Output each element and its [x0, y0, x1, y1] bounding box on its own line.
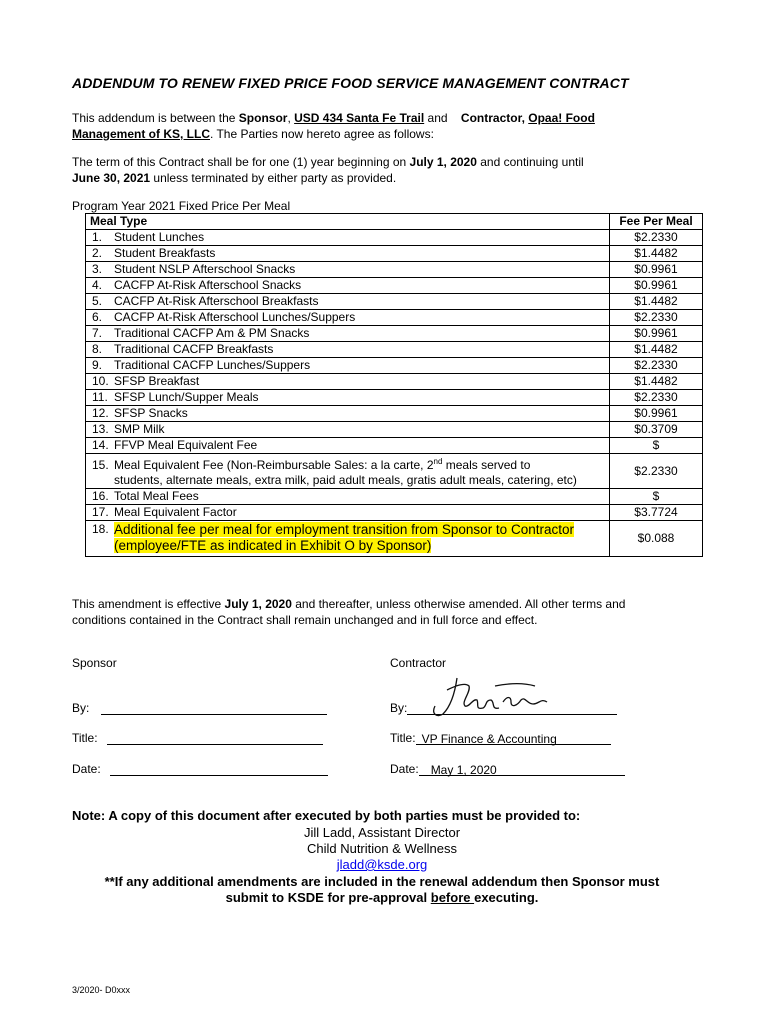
fee-table-body — [86, 230, 703, 454]
fee-cell: $1.4482 — [610, 342, 703, 358]
title-label: Title: — [390, 731, 416, 745]
amendment-text: This amendment is effective — [72, 597, 225, 611]
fee-cell: $2.2330 — [610, 310, 703, 326]
meal-cell — [86, 342, 610, 358]
meal-text: Traditional CACFP Am & PM Snacks — [114, 326, 310, 340]
fee-cell: $2.2330 — [610, 358, 703, 374]
fee-cell: $0.9961 — [610, 406, 703, 422]
meal-cell — [86, 454, 610, 489]
fee-cell: $0.9961 — [610, 278, 703, 294]
fee-cell: $0.3709 — [610, 422, 703, 438]
amendment-paragraph — [72, 596, 712, 628]
meal-cell — [86, 326, 610, 342]
table-row — [86, 278, 703, 294]
fee-cell: $0.9961 — [610, 326, 703, 342]
table-row — [86, 310, 703, 326]
row-number: 17. — [92, 505, 109, 519]
table-row — [86, 521, 703, 557]
highlighted-text: (employee/FTE as indicated in Exhibit O by Sponsor) — [114, 538, 432, 553]
contractor-title-line — [416, 732, 611, 745]
meal-text: students, alternate meals, extra milk, paid adult meals, gratis adult meals, catering, etc) — [114, 473, 577, 487]
meal-cell — [86, 422, 610, 438]
highlighted-text: Additional fee per meal for employment transition from Sponsor to Contractor — [114, 522, 574, 537]
meal-cell — [86, 521, 610, 557]
meal-cell — [86, 262, 610, 278]
table-row — [86, 358, 703, 374]
warning-before: before — [430, 890, 475, 905]
table-row — [86, 422, 703, 438]
meal-cell — [86, 358, 610, 374]
meal-text: Student Lunches — [114, 230, 205, 244]
fee-cell: $0.9961 — [610, 262, 703, 278]
meal-cell — [86, 406, 610, 422]
warning-text-end: executing. — [474, 890, 539, 905]
meal-type-header: Meal Type — [86, 214, 610, 230]
table-row — [86, 438, 703, 454]
fee-cell: $0.088 — [610, 521, 703, 557]
intro-paragraph — [72, 110, 702, 142]
sponsor-signature-line[interactable] — [101, 702, 327, 715]
contractor-name-part2: Management of KS, LLC — [72, 127, 211, 141]
meal-cell — [86, 246, 610, 262]
row-number: 18. — [92, 522, 109, 536]
table-row — [86, 406, 703, 422]
term-paragraph — [72, 154, 702, 186]
fee-cell: $3.7724 — [610, 505, 703, 521]
meal-text: Traditional CACFP Lunches/Suppers — [114, 358, 311, 372]
meal-text: CACFP At-Risk Afterschool Lunches/Suppers — [114, 310, 356, 324]
table-row — [86, 374, 703, 390]
fee-cell: $2.2330 — [610, 454, 703, 489]
amendment-text-3: conditions contained in the Contract shall remain unchanged and in full force and effect. — [72, 613, 538, 627]
title-label: Title: — [72, 731, 98, 745]
row-number: 16. — [92, 489, 109, 503]
note-heading: Note: A copy of this document after executed by both parties must be provided to: — [72, 808, 581, 823]
meal-text: Meal Equivalent Fee (Non-Reimbursable Sales: a la carte, 2 — [114, 458, 434, 472]
amendment-text-2: and thereafter, unless otherwise amended. All other terms and — [291, 597, 626, 611]
intro-text: This addendum is between the — [72, 111, 239, 125]
sponsor-by-row — [72, 701, 327, 715]
meal-cell — [86, 438, 610, 454]
term-end-date: June 30, 2021 — [72, 171, 151, 185]
row-number: 8. — [92, 342, 103, 356]
meal-text: CACFP At-Risk Afterschool Snacks — [114, 278, 302, 292]
row-number: 1. — [92, 230, 103, 244]
contractor-name-part1: Opaa! Food — [528, 111, 595, 125]
sponsor-name: USD 434 Santa Fe Trail — [294, 111, 425, 125]
term-text-3: unless terminated by either party as provided. — [150, 171, 397, 185]
contact-email-row — [72, 857, 692, 872]
intro-mid: and — [424, 111, 451, 125]
sponsor-date-row — [72, 762, 328, 776]
row-number: 6. — [92, 310, 103, 324]
superscript: nd — [433, 457, 443, 466]
meal-cell — [86, 505, 610, 521]
meal-cell — [86, 390, 610, 406]
meal-cell — [86, 489, 610, 505]
date-label: Date: — [390, 762, 419, 776]
table-row — [86, 505, 703, 521]
meal-text: Meal Equivalent Factor — [114, 505, 237, 519]
meal-text: SMP Milk — [114, 422, 165, 436]
by-label: By: — [72, 701, 90, 715]
sponsor-heading: Sponsor — [72, 656, 117, 670]
fee-per-meal-header: Fee Per Meal — [610, 214, 703, 230]
contractor-date-value: May 1, 2020 — [430, 763, 497, 777]
meal-cell — [86, 294, 610, 310]
term-start-date: July 1, 2020 — [409, 155, 477, 169]
contractor-heading: Contractor — [390, 656, 447, 670]
fee-table — [85, 213, 703, 557]
sponsor-label: Sponsor — [238, 111, 288, 125]
contractor-signature-image — [425, 672, 555, 720]
fee-cell: $1.4482 — [610, 294, 703, 310]
contact-department: Child Nutrition & Wellness — [306, 841, 458, 856]
term-text-2: and continuing until — [476, 155, 584, 169]
table-row — [86, 262, 703, 278]
program-year-label: Program Year 2021 Fixed Price Per Meal — [72, 199, 291, 213]
table-row — [86, 454, 703, 489]
meal-cell — [86, 278, 610, 294]
contractor-label: Contractor, — [460, 111, 529, 125]
contractor-title-value: VP Finance & Accounting — [421, 732, 557, 746]
sponsor-title-line[interactable] — [107, 732, 323, 745]
table-row — [86, 294, 703, 310]
fee-table-tail — [86, 454, 703, 557]
meal-text: meals served to — [442, 458, 531, 472]
meal-cell — [86, 310, 610, 326]
term-text: The term of this Contract shall be for one (1) year beginning on — [72, 155, 410, 169]
meal-text: CACFP At-Risk Afterschool Breakfasts — [114, 294, 319, 308]
warning-line-1: **If any additional amendments are included in the renewal addendum then Sponsor must — [104, 874, 660, 889]
contractor-title-row — [390, 731, 611, 745]
warning-line-2 — [72, 890, 692, 905]
meal-text: Student NSLP Afterschool Snacks — [114, 262, 296, 276]
table-row — [86, 246, 703, 262]
fee-cell: $ — [610, 489, 703, 505]
meal-text: SFSP Breakfast — [114, 374, 200, 388]
intro-tail: . The Parties now hereto agree as follows: — [210, 127, 434, 141]
meal-text: SFSP Lunch/Supper Meals — [114, 390, 259, 404]
meal-text: SFSP Snacks — [114, 406, 188, 420]
row-number: 2. — [92, 246, 103, 260]
fee-cell: $ — [610, 438, 703, 454]
footer-code: 3/2020- D0xxx — [72, 985, 131, 995]
contractor-date-row — [390, 762, 625, 776]
fee-cell: $2.2330 — [610, 390, 703, 406]
fee-cell: $2.2330 — [610, 230, 703, 246]
meal-text: Traditional CACFP Breakfasts — [114, 342, 274, 356]
table-row — [86, 390, 703, 406]
date-label: Date: — [72, 762, 101, 776]
meal-cell — [86, 374, 610, 390]
intro-sep: , — [287, 111, 295, 125]
sponsor-date-line[interactable] — [110, 763, 328, 776]
meal-text: Student Breakfasts — [114, 246, 216, 260]
table-row — [86, 342, 703, 358]
sponsor-title-row — [72, 731, 323, 745]
fee-cell: $1.4482 — [610, 374, 703, 390]
meal-cell — [86, 230, 610, 246]
row-number: 10. — [92, 374, 109, 388]
meal-text: FFVP Meal Equivalent Fee — [114, 438, 258, 452]
contractor-date-line — [419, 763, 625, 776]
row-number: 15. — [92, 458, 109, 472]
meal-text: Total Meal Fees — [114, 489, 199, 503]
row-number: 3. — [92, 262, 103, 276]
warning-text: submit to KSDE for pre-approval — [225, 890, 431, 905]
document-title: ADDENDUM TO RENEW FIXED PRICE FOOD SERVICE MANAGEMENT CONTRACT — [72, 75, 629, 91]
table-row — [86, 326, 703, 342]
row-number: 7. — [92, 326, 103, 340]
contact-name: Jill Ladd, Assistant Director — [303, 825, 461, 840]
row-number: 11. — [92, 390, 108, 404]
table-header-row — [86, 214, 703, 230]
table-row — [86, 489, 703, 505]
row-number: 4. — [92, 278, 103, 292]
amendment-date: July 1, 2020 — [224, 597, 292, 611]
row-number: 12. — [92, 406, 109, 420]
row-number: 5. — [92, 294, 103, 308]
by-label: By: — [390, 701, 408, 715]
table-row — [86, 230, 703, 246]
contact-email-link[interactable]: jladd@ksde.org — [336, 857, 428, 872]
row-number: 14. — [92, 438, 109, 452]
row-number: 13. — [92, 422, 109, 436]
fee-cell: $1.4482 — [610, 246, 703, 262]
row-number: 9. — [92, 358, 103, 372]
